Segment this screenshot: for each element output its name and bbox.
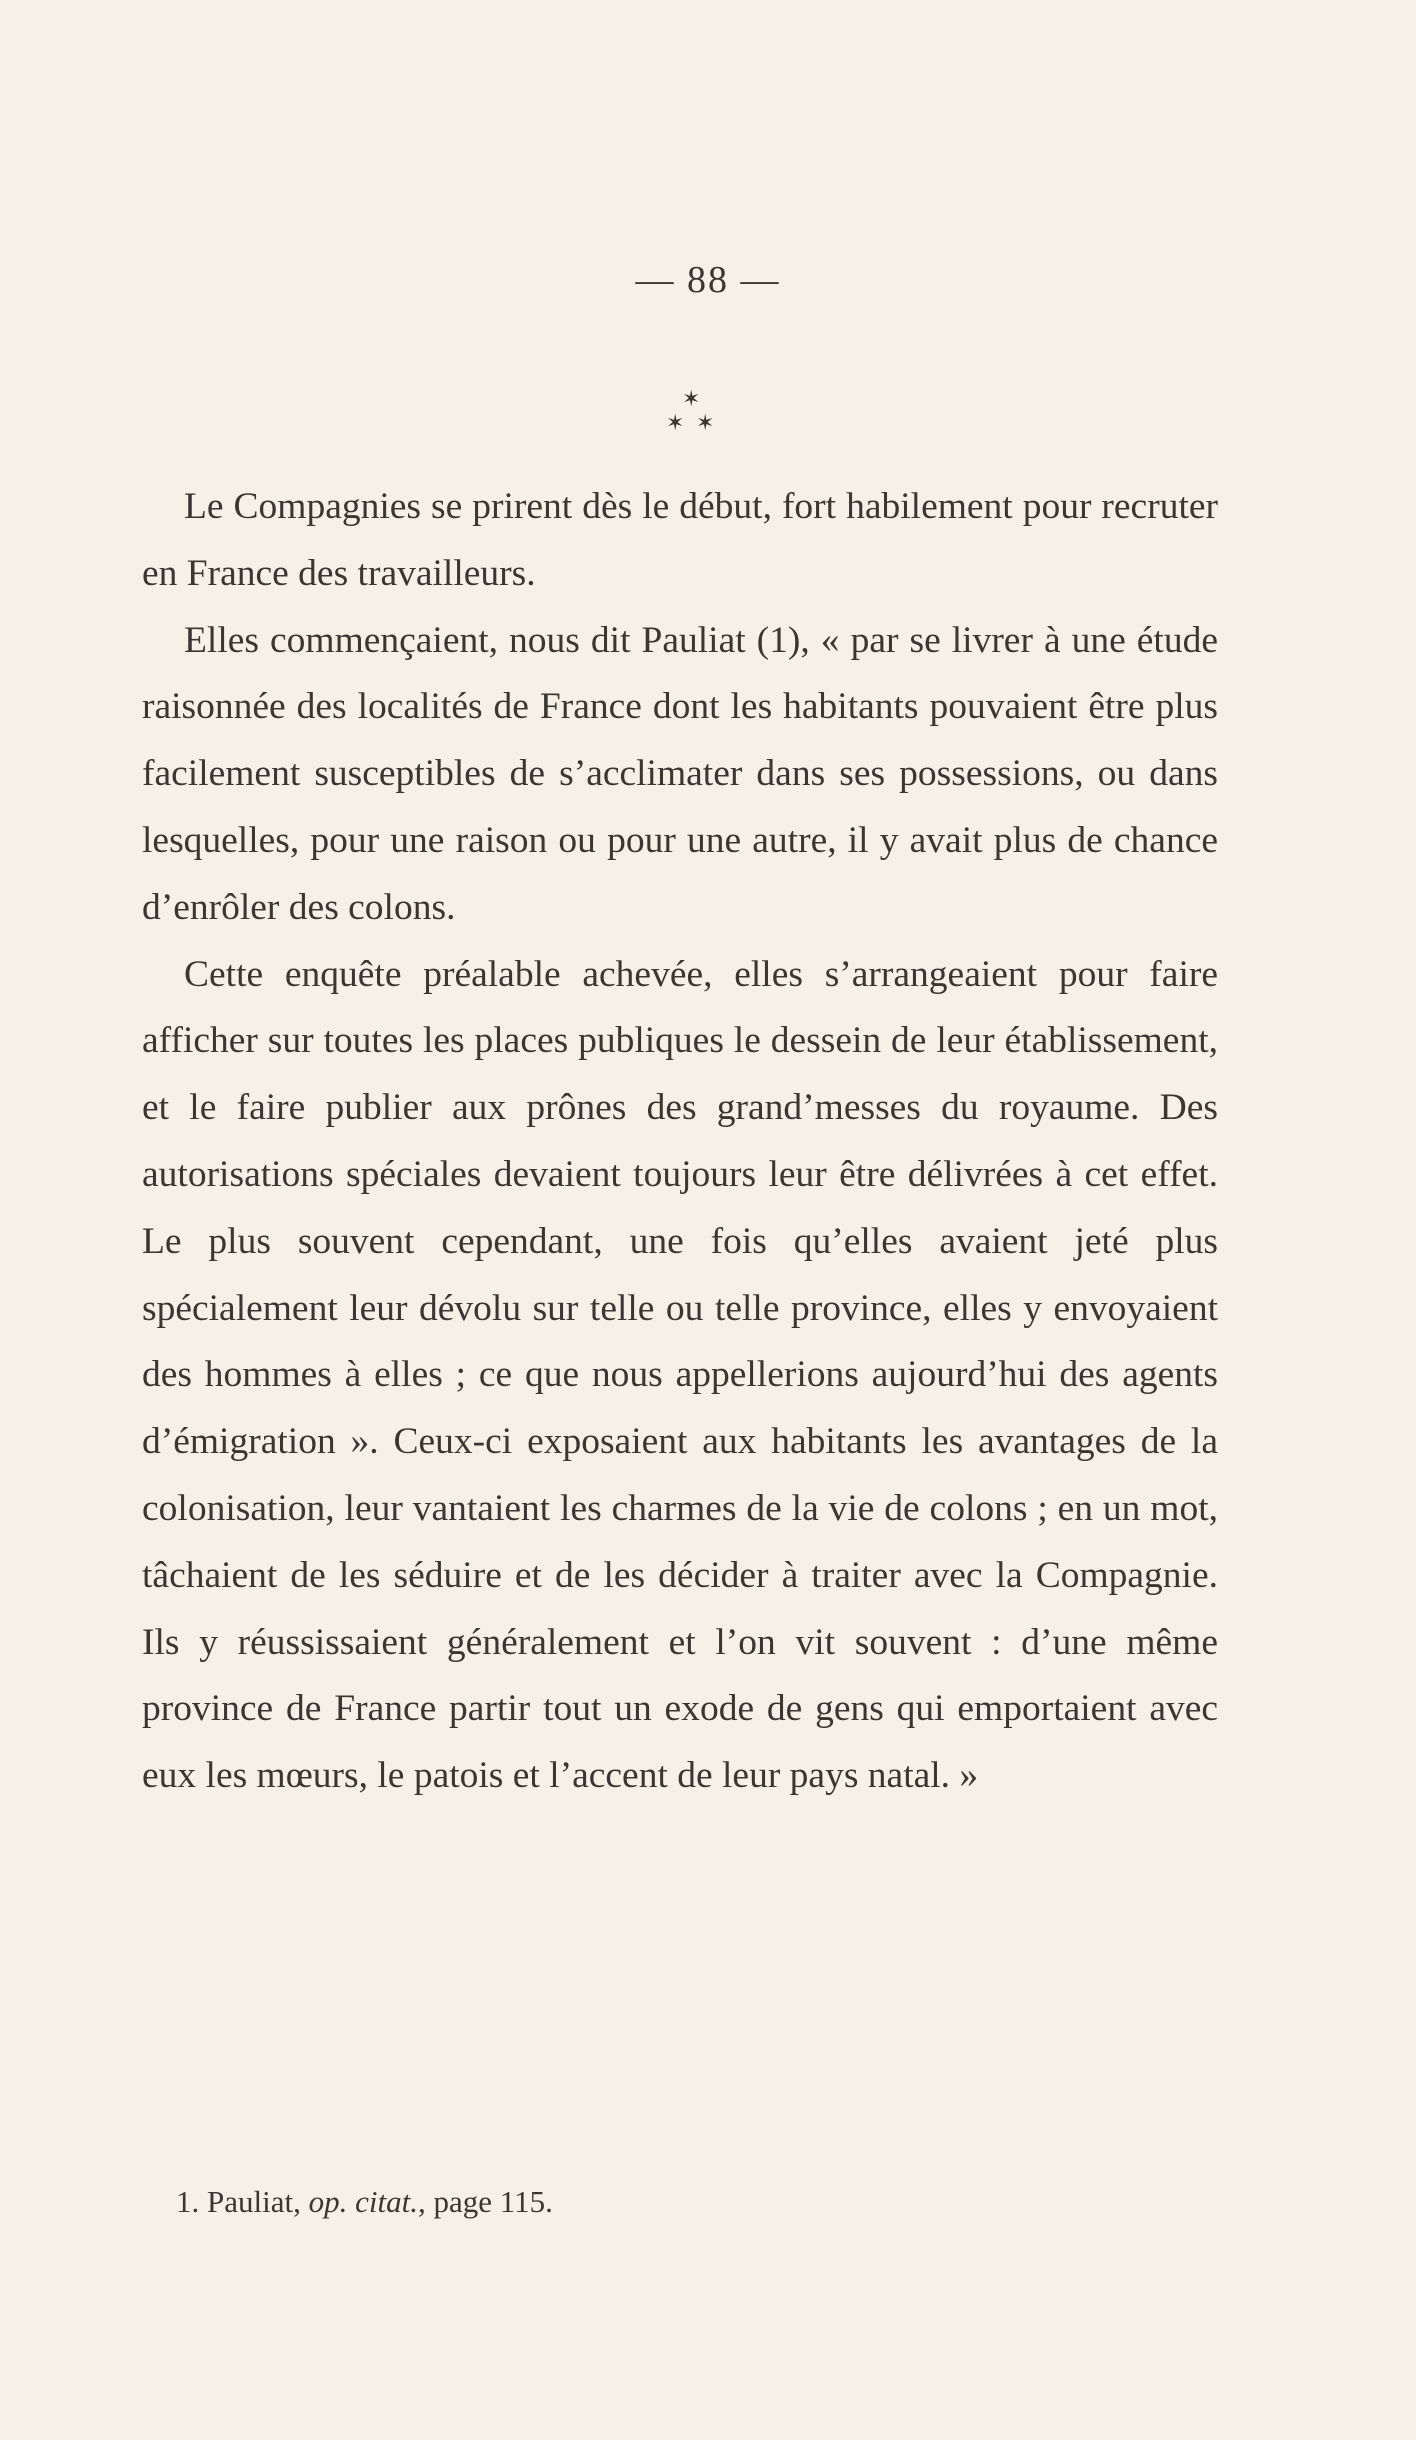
paragraph-1: Le Compagnies se prirent dès le début, fort habilement pour recruter en France des travailleurs. [142, 486, 1218, 594]
asterism-star-right: ✶ [696, 410, 715, 435]
paragraph-2: Elles commençaient, nous dit Pauliat (1), « par se livrer à une étude raisonnée des localités de France dont les habitants pouvaient être plus facilement susceptibles de s’acclimater dans ses possessions, ou dans lesquelles, pour une raison ou pour une autre, il y avait plus de chance d’enrôler des colons. [142, 619, 1218, 928]
paragraph-3: Cette enquête préalable achevée, elles s’arrangeaient pour faire afficher sur toutes les places publiques le dessein de leur établissement, et le faire publier aux prônes des grand’messes du royaume. Des autorisations spéciales devaient toujours leur être délivrées à cet effet. Le plus souvent cependant, une fois qu’elles avaient jeté plus spécialement leur dévolu sur telle ou telle province, elles y envoyaient des hommes à elles ; ce que nous appellerions aujourd’hui des agents d’émigration ». Ceux-ci exposaient aux habitants les avantages de la colonisation, leur vantaient les charmes de la vie de colons ; en un mot, tâchaient de les séduire et de les décider à traiter avec la Compagnie. Ils y réussissaient généralement et l’on vit souvent : d’une même province de France partir tout un exode de gens qui emportaient avec eux les mœurs, le patois et l’accent de leur pays natal. » [142, 953, 1218, 1797]
footnote [176, 2182, 553, 2222]
footnote-author: Pauliat, [207, 2184, 301, 2219]
footnote-citation: op. citat., [308, 2184, 426, 2219]
asterism-star-left: ✶ [666, 410, 685, 435]
asterism-star-top: ✶ [682, 386, 701, 411]
page-number: — 88 — [635, 259, 781, 301]
asterism [0, 388, 1416, 458]
body-text [142, 474, 1218, 1810]
footnote-page: page 115. [433, 2184, 553, 2219]
footnote-number: 1. [176, 2184, 200, 2219]
